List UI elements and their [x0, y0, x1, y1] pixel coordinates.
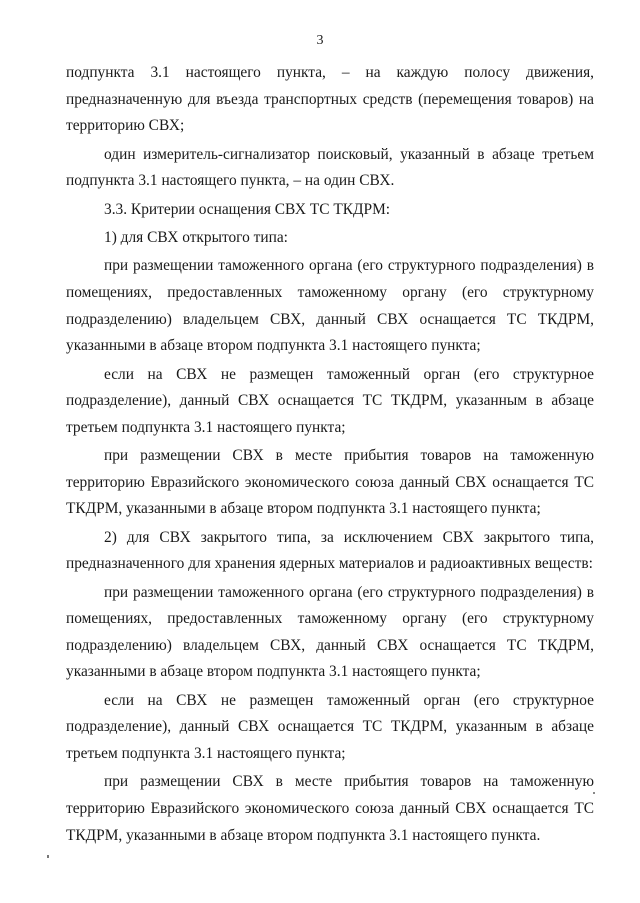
paragraph-10: если на СВХ не размещен таможенный орган (его структурное подразделение), данный СВХ оснащается ТС ТКДРМ, указанным в абзаце третьем подпункта 3.1 настоящего пункта;: [66, 691, 594, 763]
page-number: 3: [316, 33, 324, 48]
scan-speck: [593, 792, 595, 794]
paragraph-2: один измеритель-сигнализатор поисковый, указанный в абзаце третьем подпункта 3.1 настоящего пункта, – на один СВХ.: [66, 145, 594, 190]
paragraph-11: при размещении СВХ в месте прибытия товаров на таможенную территорию Евразийского экономического союза данный СВХ оснащается ТС ТКДРМ, указанными в абзаце втором подпункта 3.1 настоящего пункта.: [66, 773, 594, 844]
paragraph-3-heading: 3.3. Критерии оснащения СВХ ТС ТКДРМ:: [104, 200, 391, 218]
document-body: [66, 60, 594, 851]
paragraph-5: при размещении таможенного органа (его структурного подразделения) в помещениях, предоставленных таможенному органу (его структурному подразделению) владельцем СВХ, данный СВХ оснащается ТС ТКДРМ, указанными в абзаце втором подпункта 3.1 настоящего пункта;: [66, 257, 594, 355]
paragraph-8-closed-type: 2) для СВХ закрытого типа, за исключением СВХ закрытого типа, предназначенного для хранения ядерных материалов и радиоактивных веществ:: [66, 528, 594, 573]
paragraph-4-open-type: 1) для СВХ открытого типа:: [104, 228, 288, 246]
paragraph-6: если на СВХ не размещен таможенный орган (его структурное подразделение), данный СВХ оснащается ТС ТКДРМ, указанным в абзаце третьем подпункта 3.1 настоящего пункта;: [66, 365, 594, 436]
paragraph-1: подпункта 3.1 настоящего пункта, – на каждую полосу движения, предназначенную для въезда транспортных средств (перемещения товаров) на территорию СВХ;: [66, 64, 594, 135]
paragraph-9: при размещении таможенного органа (его структурного подразделения) в помещениях, предоставленных таможенному органу (его структурному подразделению) владельцем СВХ, данный СВХ оснащается ТС ТКДРМ, указанными в абзаце втором подпункта 3.1 настоящего пункта;: [66, 583, 594, 681]
scan-speck: [47, 855, 49, 858]
paragraph-7: при размещении СВХ в месте прибытия товаров на таможенную территорию Евразийского экономического союза данный СВХ оснащается ТС ТКДРМ, указанными в абзаце втором подпункта 3.1 настоящего пункта;: [66, 447, 594, 518]
